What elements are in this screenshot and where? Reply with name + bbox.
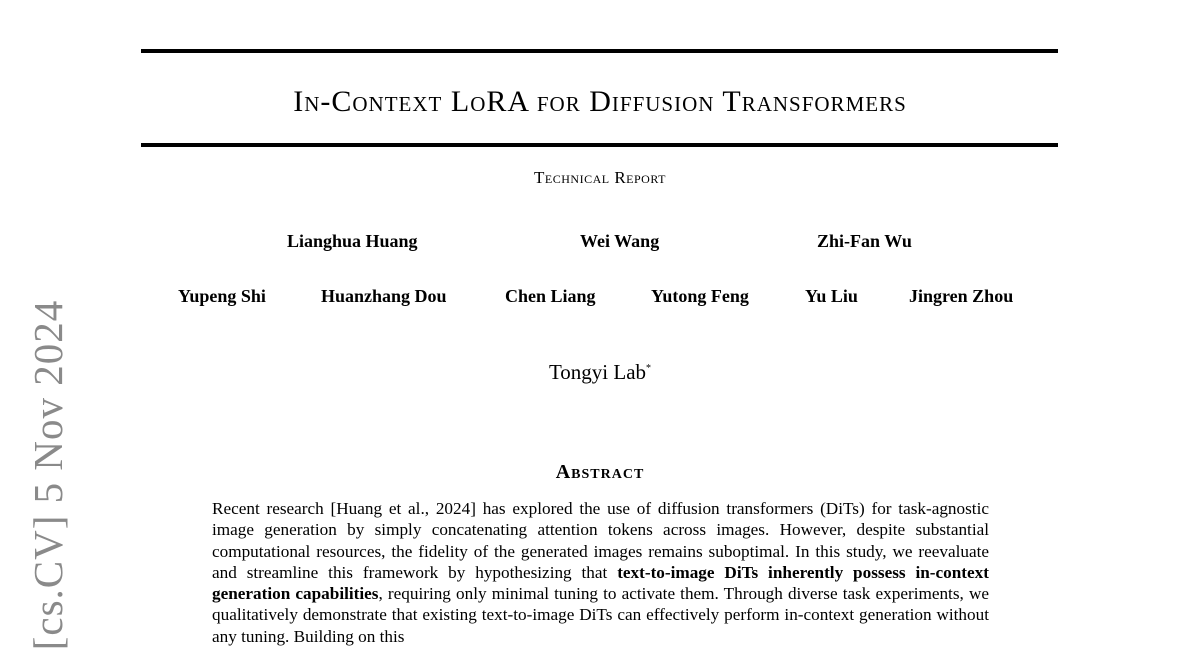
title-bottom-rule: [141, 143, 1058, 147]
affiliation: [0, 360, 1200, 385]
abstract-text-part2: , requiring only minimal tuning to activate them. Through diverse task experiments, we qualitatively demonstrate that existing text-to-image DiTs can effectively perform in-context generation without any tuning. Building on this: [212, 584, 989, 646]
abstract-highlight: text-to-image DiTs inherently possess in-context generation capabilities: [212, 562, 989, 604]
arxiv-stamp: [cs.CV] 5 Nov 2024: [25, 299, 71, 650]
abstract-text-part1: Recent research [Huang et al., 2024] has explored the use of diffusion transformers (DiTs) for task-agnostic image generation by simply concatenating attention tokens across images. However, despite substantial computational resources, the fidelity of the generated images remains suboptimal. In this study, we reevaluate and streamline this framework by hypothesizing that: [212, 499, 989, 582]
author-name: Wei Wang: [580, 231, 660, 251]
affiliation-footnote-mark: *: [646, 363, 652, 374]
abstract-heading: Abstract: [555, 461, 645, 483]
paper-title: In-Context LoRA for Diffusion Transformers: [293, 85, 907, 118]
author-name: Yupeng Shi: [178, 286, 266, 306]
title-top-rule: [141, 49, 1058, 53]
author-name: Zhi-Fan Wu: [817, 231, 912, 251]
author-name: Huanzhang Dou: [321, 286, 447, 306]
author-name: Lianghua Huang: [287, 231, 418, 251]
abstract-body: [212, 498, 989, 647]
author-name: Jingren Zhou: [909, 286, 1014, 306]
author-name: Chen Liang: [505, 286, 596, 306]
report-type: Technical Report: [534, 168, 666, 187]
author-name: Yutong Feng: [651, 286, 749, 306]
author-name: Yu Liu: [805, 286, 858, 306]
affiliation-name: Tongyi Lab: [548, 360, 647, 384]
